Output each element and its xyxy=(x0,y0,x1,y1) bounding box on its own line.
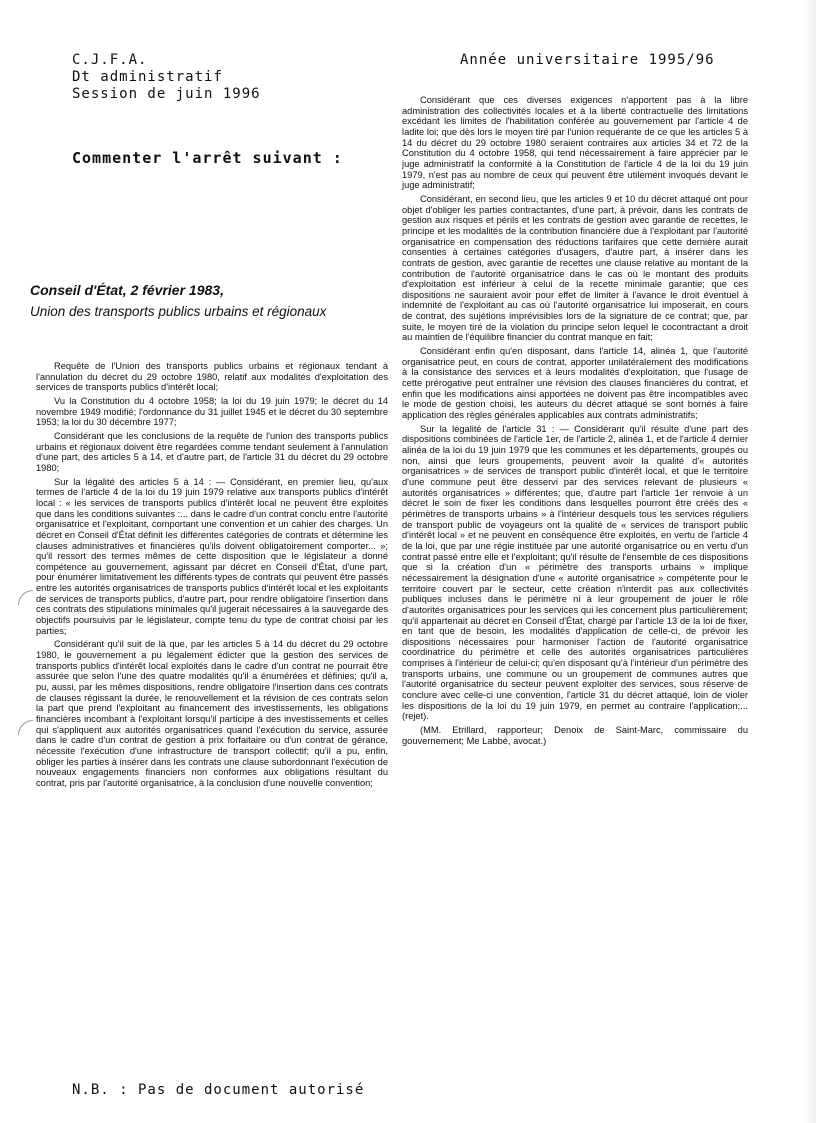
header-subject: Dt administratif xyxy=(72,69,223,85)
header-institution: C.J.F.A. xyxy=(72,52,148,68)
paragraph-article-31: Sur la légalité de l'article 31 : — Considérant qu'il résulte d'une part des dispositions combinées de l'article 1er, de l'article 2, alinéa 1, et de l'article 4 dernier alinéa de la loi du 19 juin 1979 que les communes et les départements, groupés ou non, ainsi que leurs groupements, peuvent avoir la qualité d'« autorités organisatrices » de services de transport public d'intérêt local, et que le territoire d'une commune peut être desservi par des services relevant de plusieurs « autorités organisatrices » différentes; que, d'autre part l'article 1er renvoie à un décret le soin de fixer les conditions dans lesquelles pourront être créés des « périmètres de transports urbains » à l'intérieur desquels tous les services réguliers de transport public de voyageurs ont la qualité de « services de transport public d'intérêt local » et ne peuvent en conséquence être exploités, en vertu de l'article 4 de la loi, que par une régie instituée par une autorité organisatrice ou en vertu d'un contrat passé entre elle et l'exploitant; qu'il résulte de l'ensemble de ces dispositions que si la création d'un « périmètre des transports urbains » implique nécessairement la désignation d'une « autorité organisatrice » compétente pour le territoire couvert par le secteur, cette création n'interdit pas aux collectivités publiques incluses dans le périmètre ni à leur groupement de jouer le rôle d'autorités organisatrices pour les services qui les concernent plus particulièrement; qu'il appartenait au décret en Conseil d'État, chargé par l'article 13 de la loi de fixer, en tant que de besoin, les modalités d'application de celle-ci, de prévoir les dispositions nécessaires pour harmoniser l'action de l'autorité organisatrice coordinatrice du périmètre et celle des autorités organisatrices particulières comprises à l'intérieur de celui-ci; qu'en disposant qu'à l'intérieur d'un périmètre des transports urbains, une commune ou un groupement de communes autres que l'autorité organisatrice du secteur peuvent exploiter des services, sous réserve de conclure avec celle-ci une convention, l'article 31 du décret attaqué, loin de violer les dispositions de la loi du 19 juin 1979, en permet au contraire l'application;... (rejet). xyxy=(402,423,748,722)
paragraph-conclusions: Considérant que les conclusions de la requête de l'union des transports publics urbains et régionaux doivent être regardées comme tendant seulement à l'annulation d'une part, des articles 5 à 14, et d'autre part, de l'article 31 du décret du 29 octobre 1980; xyxy=(36,430,388,473)
header-institution-block xyxy=(72,52,261,103)
paragraph-exigences: Considérant que ces diverses exigences n'apportent pas à la libre administration des collectivités locales et à la liberté contractuelle des limitations excédant les limites de l'habilitation conférée au gouvernement par l'article 4 de ladite loi; que dès lors le moyen tiré par l'union requérante de ce que les articles 5 à 14 du décret du 29 octobre 1980 seraient contraires aux articles 34 et 72 de la Constitution du 4 octobre 1958, qui tend nécessairement à faire apprécier par le juge administratif la conformité à la Constitution de l'article 4 de la loi du 19 juin 1979, n'est pas au nombre de ceux qui peuvent être utilement invoqués devant le juge administratif; xyxy=(402,95,748,191)
hole-punch-mark xyxy=(18,720,33,735)
exam-title: Commenter l'arrêt suivant : xyxy=(72,149,343,167)
hole-punch-mark xyxy=(18,590,33,605)
decision-text-left-column xyxy=(36,361,388,792)
page-edge-shadow xyxy=(803,0,816,1123)
paragraph-visas: Vu la Constitution du 4 octobre 1958; la loi du 19 juin 1979; le décret du 14 novembre 1949 modifié; l'ordonnance du 31 juillet 1945 et le décret du 30 septembre 1953; la loi du 30 décembre 1977; xyxy=(36,395,388,428)
decision-court: Conseil d'État, 2 février 1983, xyxy=(30,282,224,298)
decision-text-right-column xyxy=(402,95,748,749)
paragraph-legalite-articles: Sur la légalité des articles 5 à 14 : — Considérant, en premier lieu, qu'aux termes de l'article 4 de la loi du 19 juin 1979 relative aux transports publics d'intérêt local : « les services de transports publics d'intérêt local ne peuvent être exploités que dans les conditions suivantes :... dans le cadre d'un contrat conclu entre l'autorité organisatrice et l'exploitant, comportant une convention et un cahier des charges. Un décret en Conseil d'État définit les différentes catégories de contrats et détermine les clauses administratives et financières qu'ils doivent obligatoirement comporter... »; qu'il ressort des termes mêmes de cette disposition que le législateur a donné compétence au gouvernement, agissant par décret en Conseil d'État, d'une part, pour énumérer limitativement les différents types de contrats qui peuvent être passés entre les autorités organisatrices de transports publics d'intérêt local et les exploitants de services de transports publics, d'autre part, pour rendre obligatoire l'insertion dans ces contrats des stipulations minimales qu'il jugerait nécessaires à la sauvegarde des objectifs poursuivis par le législateur, compte tenu du type de contrat choisi par les parties; xyxy=(36,476,388,636)
decision-parties: Union des transports publics urbains et régionaux xyxy=(30,304,327,319)
paragraph-second-lieu: Considérant, en second lieu, que les articles 9 et 10 du décret attaqué ont pour objet d'obliger les parties contractantes, d'une part, à prévoir, dans les contrats de gestion aux risques et périls et les contrats de gestion avec garantie de recettes, le principe et les modalités de la contribution financière due à l'exploitant par l'autorité organisatrice en compensation des réductions tarifaires que cette dernière aurait consenties à certaines catégories d'usagers, d'autre part, à insérer dans les contrats de gestion, avec garantie de recettes une clause relative au montant de la contribution de l'autorité organisatrice dans le cas où le montant des produits d'exploitation est inférieur à celui de la recette minimale garantie; que ces dispositions ne sauraient avoir pour effet de limiter à l'avance le droit éventuel à indemnité de l'exploitant au cas où l'autorité organisatrice lui imposerait, en cours de contrat, des sujétions imprévisibles lors de la signature de ce contrat; que, par suite, le moyen tiré de la violation du principe selon lequel le cocontractant a droit au maintien de l'équilibre financier du contrat manque en fait; xyxy=(402,193,748,343)
paragraph-enfin: Considérant enfin qu'en disposant, dans l'article 14, alinéa 1, que l'autorité organisatrice peut, en cours de contrat, apporter unilatéralement des modifications à la consistance des services et à leurs modalités d'exploitation, que l'usage de cette prérogative peut entraîner une révision des clauses financières du contrat, et enfin que les modifications ainsi apportées ne doivent pas être incompatibles avec le mode de gestion choisi, les auteurs du décret attaqué se sont bornés à faire application des règles générales applicables aux contrats administratifs; xyxy=(402,346,748,421)
paragraph-requete: Requête de l'Union des transports publics urbains et régionaux tendant à l'annulation du décret du 29 octobre 1980, relatif aux modalités d'exploitation des services de transports publics d'intérêt local; xyxy=(36,361,388,393)
footer-note: N.B. : Pas de document autorisé xyxy=(72,1082,365,1098)
paragraph-composition: (MM. Etrillard, rapporteur; Denoix de Saint-Marc, commissaire du gouvernement; Me Labbé, avocat.) xyxy=(402,725,748,746)
header-academic-year: Année universitaire 1995/96 xyxy=(460,52,715,68)
header-session: Session de juin 1996 xyxy=(72,86,261,102)
paragraph-considerant-suite: Considérant qu'il suit de là que, par les articles 5 à 14 du décret du 29 octobre 1980, le gouvernement a pu légalement édicter que la gestion des services de transports publics d'intérêt local exploités dans le cadre d'un contrat ne pourrait être assurée que selon l'une des quatre modalités qu'il a énumérées et définies; qu'il a, pu, aussi, par les mêmes dispositions, rendre obligatoire l'insertion dans ces contrats de clauses régissant la durée, le renouvellement et la révision de ces contrats selon la part que prend l'exploitant au financement des investissements, les obligations financières incombant à l'exploitant lorsqu'il participe à des investissements et celles qui s'appliquent aux autorités organisatrices quand l'exécution du service, assurée dans le cadre d'un contrat de gestion à prix forfaitaire ou d'un contrat de gérance, nécessite l'exécution d'une infrastructure de transport collectif; qu'il a pu, enfin, obliger les parties à insérer dans les contrats une clause subordonnant l'exécution de nouveaux engagements financiers non conformes aux obligations résultant du contrat, pris par l'autorité organisatrice, à la conclusion d'une nouvelle convention; xyxy=(36,639,388,788)
